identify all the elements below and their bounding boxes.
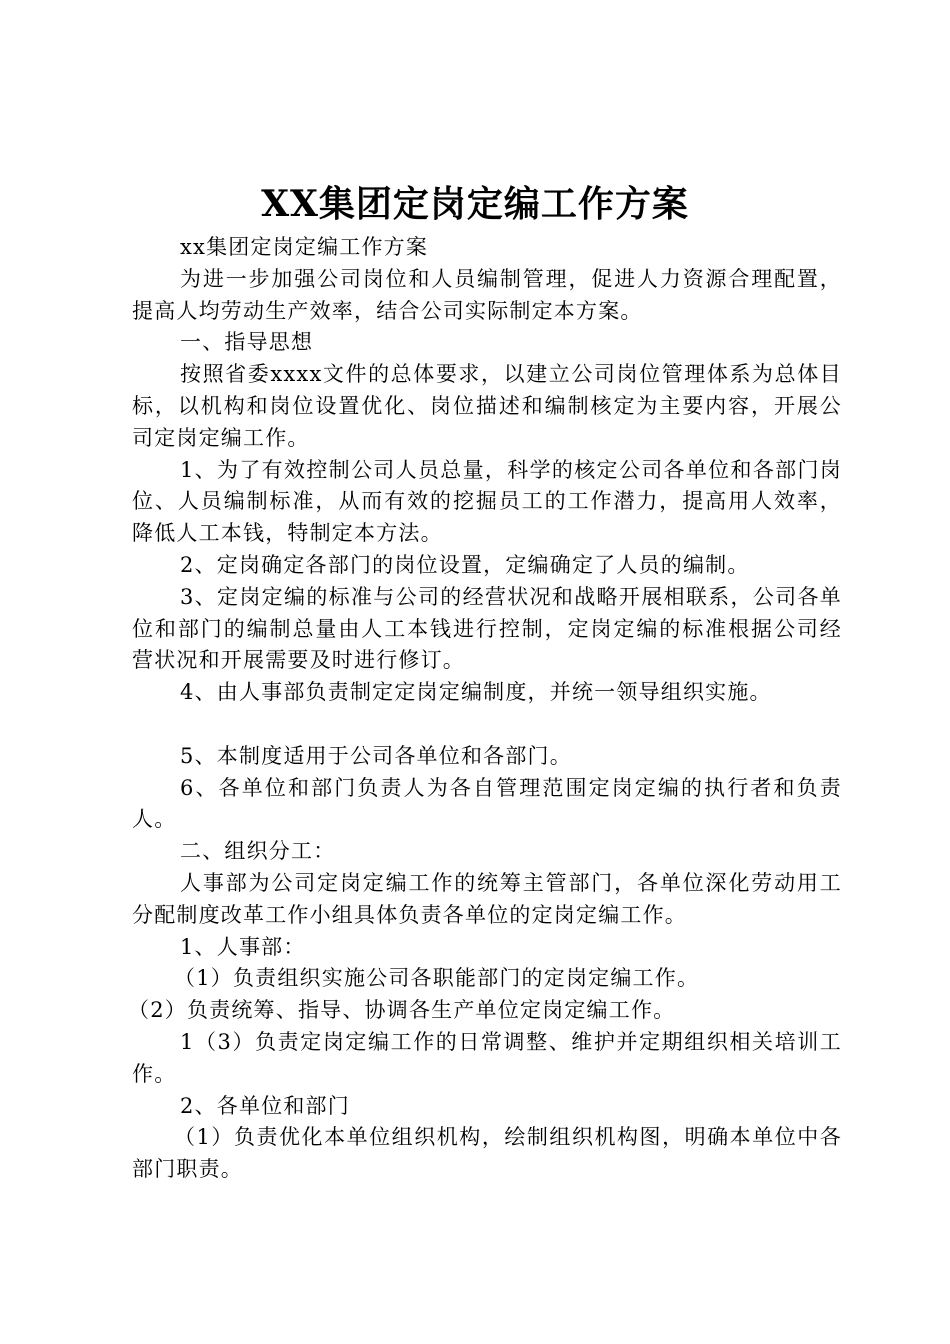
paragraph-item-1: 1、为了有效控制公司人员总量，科学的核定公司各单位和各部门岗位、人员编制标准，从而有效的挖掘员工的工作潜力，提高用人效率，降低人工本钱，特制定本方法。 [132, 457, 842, 546]
heading-organization: 二、组织分工： [180, 839, 336, 864]
document-body [128, 232, 842, 1186]
paragraph-subtitle: xx集团定岗定编工作方案 [180, 235, 429, 259]
paragraph-hr-duty-3: 1（3）负责定岗定编工作的日常调整、维护并定期组织相关培训工作。 [132, 1029, 842, 1086]
paragraph-spacer [132, 709, 842, 741]
heading-guiding-ideology: 一、指导思想 [180, 330, 314, 355]
paragraph-hr-duty-2: （2）负责统筹、指导、协调各生产单位定岗定编工作。 [128, 998, 676, 1023]
paragraph-item-4: 4、由人事部负责制定定岗定编制度，并统一领导组织实施。 [180, 680, 772, 705]
paragraph-organization: 人事部为公司定岗定编工作的统筹主管部门，各单位深化劳动用工分配制度改革工作小组具体负责各单位的定岗定编工作。 [132, 870, 842, 927]
paragraph-intro: 为进一步加强公司岗位和人员编制管理，促进人力资源合理配置，提高人均劳动生产效率，结合公司实际制定本方案。 [132, 266, 842, 323]
paragraph-unit-duty-1: （1）负责优化本单位组织机构，绘制组织机构图，明确本单位中各部门职责。 [132, 1125, 842, 1182]
paragraph-item-2: 2、定岗确定各部门的岗位设置，定编确定了人员的编制。 [180, 552, 750, 577]
document-title: XX集团定岗定编工作方案 [261, 183, 689, 225]
paragraph-item-3: 3、定岗定编的标准与公司的经营状况和战略开展相联系，公司各单位和部门的编制总量由人工本钱进行控制，定岗定编的标准根据公司经营状况和开展需要及时进行修订。 [132, 584, 842, 673]
paragraph-item-6: 6、各单位和部门负责人为各自管理范围定岗定编的执行者和负责人。 [132, 775, 842, 832]
paragraph-item-5: 5、本制度适用于公司各单位和各部门。 [180, 743, 572, 768]
paragraph-hr-duty-1: （1）负责组织实施公司各职能部门的定岗定编工作。 [174, 966, 700, 991]
heading-hr-department: 1、人事部： [180, 934, 306, 959]
heading-units-departments: 2、各单位和部门 [180, 1093, 350, 1118]
paragraph-guiding-ideology: 按照省委xxxx文件的总体要求，以建立公司岗位管理体系为总体目标，以机构和岗位设置优化、岗位描述和编制核定为主要内容，开展公司定岗定编工作。 [132, 362, 842, 450]
